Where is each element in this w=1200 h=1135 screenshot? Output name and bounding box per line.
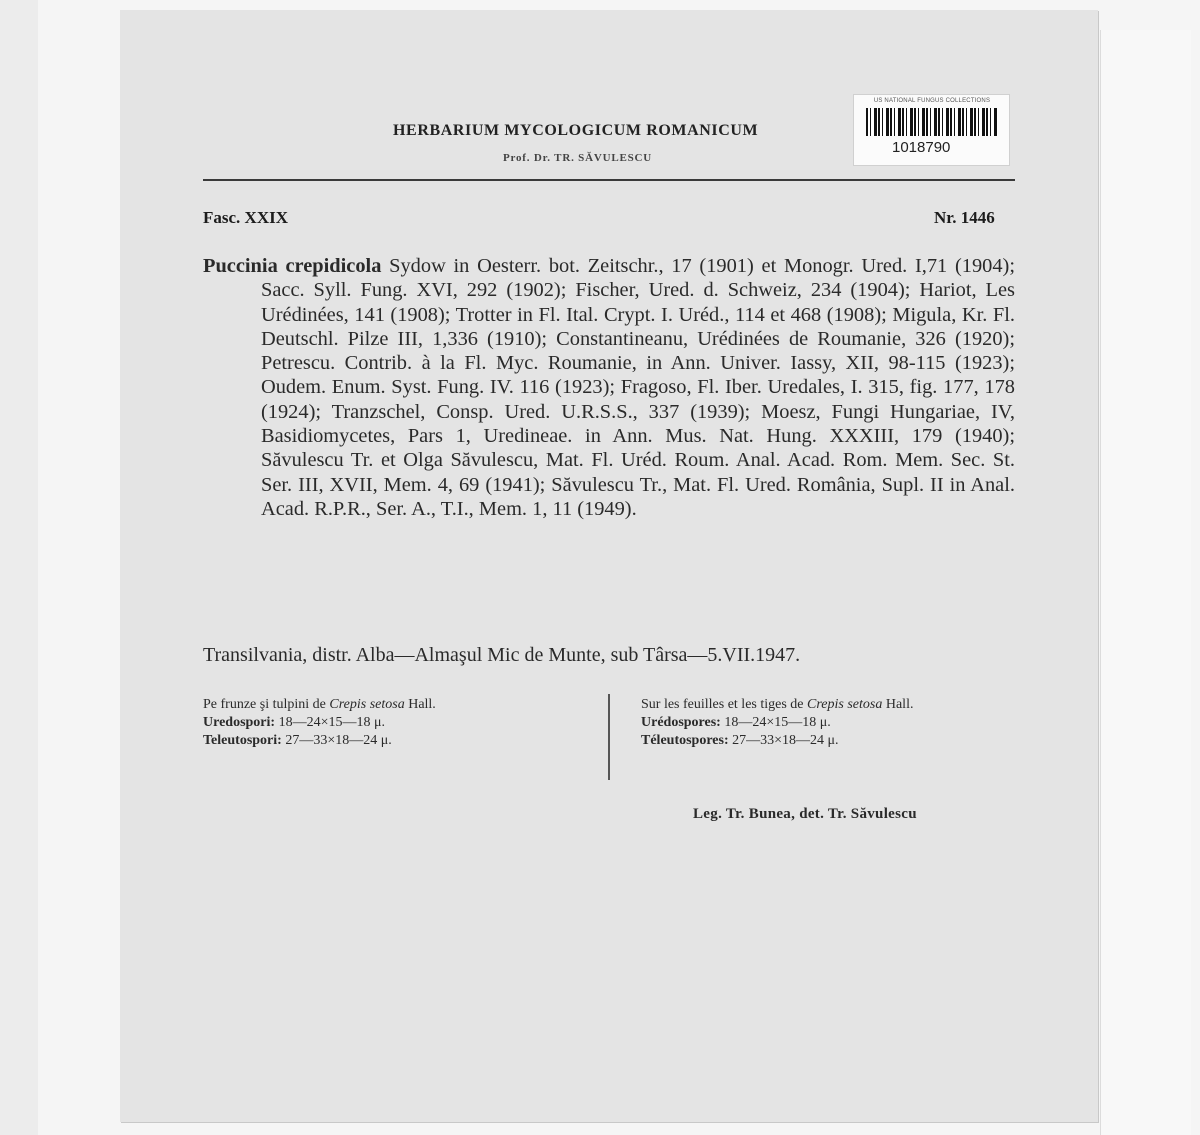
- host-line-ro: [203, 696, 598, 714]
- uredo-line-ro: [203, 714, 598, 732]
- collection-locality: Transilvania, distr. Alba—Almaşul Mic de Munte, sub Târsa—5.VII.1947.: [203, 644, 801, 666]
- host-line-fr: [641, 696, 1019, 714]
- host-suffix-ro: Hall.: [404, 697, 436, 712]
- teleuto-label-fr: Téleutospores:: [641, 733, 729, 748]
- column-divider: [608, 694, 610, 780]
- specimen-number: Nr. 1446: [934, 208, 995, 227]
- citation-text: Sydow in Oesterr. bot. Zeitschr., 17 (1901) et Monogr. Ured. I,71 (1904); Sacc. Syll. Fung. XVI, 292 (1902); Fischer, Ured. d. Schweiz, 234 (1904); Hariot, Les Urédinées, 141 (1908); Trotter in Fl. Ital. Crypt. I. Uréd., 114 et 468 (1908); Migula, Kr. Fl. Deutschl. Pilze III, 1,336 (1910); Constantineanu, Urédinées de Roumanie, 326 (1920); Petrescu. Contrib. à la Fl. Myc. Roumanie, in Ann. Univer. Iassy, XII, 98-115 (1923); Oudem. Enum. Syst. Fung. IV. 116 (1923); Fragoso, Fl. Iber. Uredales, I. 315, fig. 177, 178 (1924); Tranzschel, Consp. Ured. U.R.S.S., 337 (1939); Moesz, Fungi Hungariae, IV, Basidiomycetes, Pars 1, Uredineae. in Ann. Mus. Nat. Hung. XXXIII, 179 (1940); Săvulescu Tr. et Olga Săvulescu, Mat. Fl. Uréd. Roum. Anal. Acad. Rom. Mem. Sec. St. Ser. III, XVII, Mem. 4, 69 (1941); Săvulescu Tr., Mat. Fl. Ured. România, Supl. II in Anal. Acad. R.P.R., Ser. A., T.I., Mem. 1, 11 (1949).: [261, 255, 1015, 520]
- teleuto-line-ro: [203, 732, 598, 750]
- barcode-number: 1018790: [892, 139, 951, 156]
- teleuto-value-ro: 27—33×18—24 μ.: [281, 733, 392, 748]
- barcode-label: [853, 94, 1010, 166]
- mount-edge: [1100, 30, 1191, 1135]
- herbarium-subtitle: Prof. Dr. TR. SĂVULESCU: [503, 152, 652, 164]
- uredo-value-ro: 18—24×15—18 μ.: [275, 715, 385, 730]
- collector-determiner: Leg. Tr. Bunea, det. Tr. Săvulescu: [693, 806, 917, 822]
- herbarium-title: HERBARIUM MYCOLOGICUM ROMANICUM: [393, 122, 759, 139]
- uredo-label-ro: Uredospori:: [203, 715, 276, 730]
- species-citation: [203, 254, 1015, 521]
- herbarium-label-sheet: [120, 10, 1098, 1122]
- host-suffix-fr: Hall.: [882, 697, 914, 712]
- teleuto-line-fr: [641, 732, 1019, 750]
- uredo-value-fr: 18—24×15—18 μ.: [720, 715, 831, 730]
- fascicle-number: Fasc. XXIX: [203, 208, 288, 227]
- host-species-ro: Crepis setosa: [329, 697, 405, 712]
- barcode-caption: US NATIONAL FUNGUS COLLECTIONS: [873, 98, 991, 104]
- host-species-fr: Crepis setosa: [807, 697, 883, 712]
- barcode-icon: [866, 108, 998, 136]
- header-rule: [203, 179, 1015, 181]
- uredo-line-fr: [641, 714, 1019, 732]
- host-prefix-ro: Pe frunze şi tulpini de: [203, 697, 330, 712]
- uredo-label-fr: Urédospores:: [641, 715, 721, 730]
- species-name: Puccinia crepidicola: [203, 255, 382, 277]
- host-prefix-fr: Sur les feuilles et les tiges de: [641, 697, 808, 712]
- description-romanian: [203, 696, 598, 750]
- teleuto-label-ro: Teleutospori:: [203, 733, 282, 748]
- description-french: [641, 696, 1019, 750]
- teleuto-value-fr: 27—33×18—24 μ.: [728, 733, 839, 748]
